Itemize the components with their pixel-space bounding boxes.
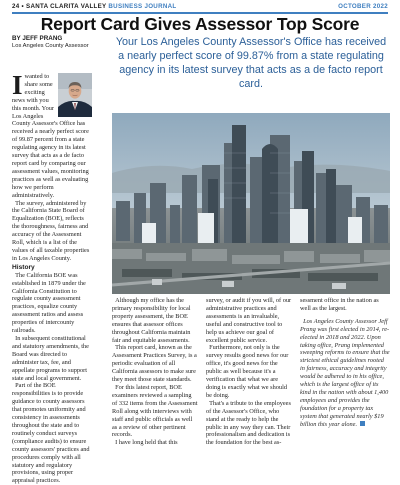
paragraph: The California BOE was established in 1879 under the California Constitution to regulate county assessment practices, equalize county assessment ratios and assess properties of intercounty railroads.	[12, 271, 86, 335]
subhead-history: History	[12, 263, 35, 271]
paragraph: I have long held that this	[115, 439, 178, 447]
article-column-3	[206, 297, 292, 447]
publication-name: SANTA CLARITA VALLEY	[26, 3, 107, 10]
paragraph: Furthermore, not only is the survey results good news for our office, it's good news for the public as well because it's a verification that what we are doing is exactly what we should be doing.	[206, 344, 289, 399]
paragraph: sessment office in the nation as well as the largest.	[300, 297, 379, 312]
skyline-image	[112, 113, 390, 294]
paragraph: The survey, administered by the California State Board of Equalization (BOE), reflects the thoroughness, fairness and accuracy of the Assessment Roll, which is a list of the values of all taxable properties in Los Angeles County.	[12, 199, 90, 262]
byline	[12, 35, 89, 50]
article-headline: Report Card Gives Assessor Top Score	[40, 14, 360, 34]
end-mark-icon	[360, 421, 365, 426]
dropcap: I	[12, 70, 23, 100]
article-column-1	[12, 70, 92, 485]
article-column-2	[112, 297, 198, 447]
portrait-image	[58, 73, 92, 117]
page-number: 24	[12, 3, 20, 10]
article-column-4	[300, 297, 390, 429]
author-bio: Los Angeles County Assessor Jeff Prang was first elected in 2014, re-elected in 2018 and 2022. Upon taking office, Prang implemented sweeping reforms to ensure that the strictest ethical guidelines rooted in fairness, accuracy and integrity would be adhered to in his office, which is the largest office of its kind in the nation with about 1,400 employees and provides the foundation for a property tax system that generated nearly $19 billion this year alone.	[300, 317, 390, 428]
byline-author: BY JEFF PRANG	[12, 35, 63, 42]
section-name: BUSINESS JOURNAL	[108, 3, 177, 10]
header-separator: •	[21, 3, 24, 10]
paragraph: For this latest report, BOE examiners reviewed a sampling of 332 items from the Assessment Roll along with interviews with staff and public officials as well as a review of other pertinent records.	[112, 383, 198, 439]
paragraph: Although my office has the primary responsibility for local property assessment, the BOE ensures that assessor offices throughout California maintain fair and equitable assessments.	[112, 297, 191, 344]
paragraph: wanted to share some exciting news with you this month. Your Los Angeles County Assessor's Office has received a nearly perfect score of 99.87 percent from a state regulating agency in its latest survey that acts as a de facto report card by comparing our assessment values, monitoring practices as well as evaluating how we perform administratively.	[12, 73, 89, 199]
article-deck: Your Los Angeles County Assessor's Office has received a nearly perfect score of 99.87% from a state regulating agency in its latest survey that acts as a de facto report card.	[115, 36, 387, 90]
paragraph: This report card, known as the Assessment Practices Survey, is a periodic evaluation of all California assessors to make sure they meet those state standards.	[112, 344, 197, 384]
paragraph: In subsequent constitutional and statutory amendments, the Board was directed to administer tax, fee, and appellate programs to support state and local government.	[12, 335, 89, 382]
author-portrait	[58, 73, 92, 117]
paragraph: That's a tribute to the employees of the Assessor's Office, who stand at the ready to help the public in any way they can. Their professionalism and dedication is the foundation for the best as-	[206, 399, 291, 447]
byline-role: Los Angeles County Assessor	[12, 43, 89, 49]
paragraph: survey, or audit if you will, of our administrative practices and assessments is an invaluable, useful and constructive tool to help us achieve our goal of excellent public service.	[206, 297, 292, 344]
paragraph: Part of the BOE responsibilities is to provide guidance to county assessors that promotes uniformity and consistency in assessments throughout the state and to routinely conduct surveys (compliance audits) to ensure county assessors' practices and procedures comply with all statutory and regulatory provisions, using proper appraisal practices.	[12, 382, 90, 485]
skyline-photo	[112, 113, 390, 294]
issue-date: OCTOBER 2022	[338, 3, 388, 10]
